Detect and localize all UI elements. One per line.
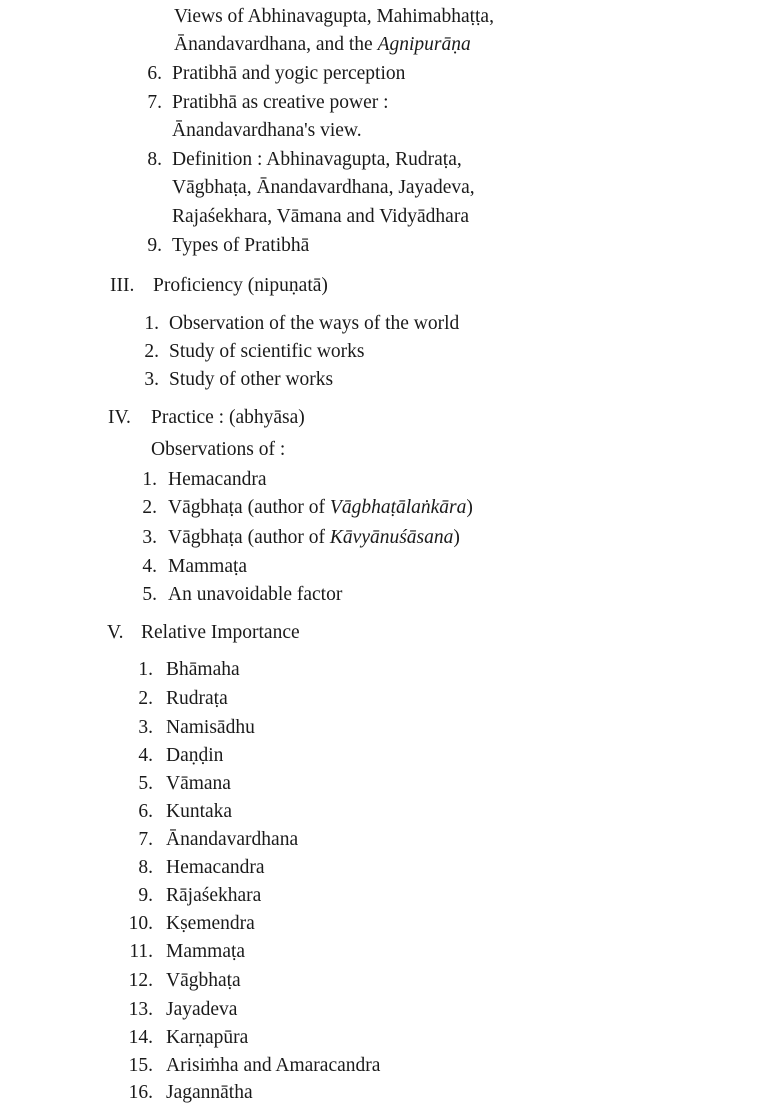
list-item-number: 11. xyxy=(129,941,153,962)
list-item-number: 16. xyxy=(128,1082,153,1103)
list-item-continuation: Vāgbhaṭa, Ānandavardhana, Jayadeva, xyxy=(172,177,475,198)
list-item xyxy=(168,498,473,518)
list-item-number: 3. xyxy=(138,717,153,738)
list-item: An unavoidable factor xyxy=(168,584,343,605)
list-item-number: 5. xyxy=(142,584,157,605)
list-item-number: 8. xyxy=(138,857,153,878)
list-item: Vāgbhaṭa xyxy=(166,970,241,991)
list-item-number: 15. xyxy=(128,1055,153,1076)
list-item: Rājaśekhara xyxy=(166,885,262,906)
list-item: Hemacandra xyxy=(168,469,267,490)
list-item: Rudraṭa xyxy=(166,688,228,709)
list-item: Types of Pratibhā xyxy=(172,235,310,256)
list-item-continuation: Rajaśekhara, Vāmana and Vidyādhara xyxy=(172,206,469,227)
section-heading: Practice : (abhyāsa) xyxy=(151,407,305,428)
list-item: Karṇapūra xyxy=(166,1027,249,1048)
list-item: Arisiṁha and Amaracandra xyxy=(166,1055,381,1076)
list-item-number: 6. xyxy=(138,801,153,822)
list-item-text: ) xyxy=(466,497,473,518)
section-number: V. xyxy=(107,622,124,643)
list-item: Hemacandra xyxy=(166,857,265,878)
list-item: Ānandavardhana xyxy=(166,829,299,850)
list-item-text: Vāgbhaṭa (author of xyxy=(168,497,330,518)
list-item: Kuntaka xyxy=(166,801,233,822)
list-item-number: 9. xyxy=(147,235,162,256)
list-item-text: ) xyxy=(453,527,460,548)
continuation-line-2-text: Ānandavardhana, and the xyxy=(174,34,378,55)
section-heading: Relative Importance xyxy=(141,622,300,643)
list-item-number: 1. xyxy=(144,313,159,334)
list-item-number: 13. xyxy=(128,999,153,1020)
list-item-number: 7. xyxy=(138,829,153,850)
list-item: Mammaṭa xyxy=(168,556,248,577)
list-item-number: 1. xyxy=(142,469,157,490)
list-item-number: 7. xyxy=(147,92,162,113)
list-item-number: 5. xyxy=(138,773,153,794)
list-item: Kṣemendra xyxy=(166,913,255,934)
list-item xyxy=(168,528,460,548)
list-item-number: 12. xyxy=(128,970,153,991)
continuation-line-2-italic: Agnipurāṇa xyxy=(377,34,471,55)
list-item: Namisādhu xyxy=(166,717,255,738)
list-item: Daṇḍin xyxy=(166,745,224,766)
list-item-italic: Kāvyānuśāsana xyxy=(329,527,454,548)
list-item: Study of scientific works xyxy=(169,341,365,362)
list-item-italic: Vāgbhaṭālaṅkāra xyxy=(329,497,467,518)
section-number: III. xyxy=(110,275,135,296)
continuation-line-1: Views of Abhinavagupta, Mahimabhaṭṭa, xyxy=(174,6,494,27)
list-item-number: 3. xyxy=(142,527,157,548)
list-item-number: 1. xyxy=(138,659,153,680)
list-item-number: 2. xyxy=(142,497,157,518)
list-item-number: 2. xyxy=(138,688,153,709)
list-item-number: 10. xyxy=(128,913,153,934)
section-number: IV. xyxy=(108,407,131,428)
list-item-number: 8. xyxy=(147,149,162,170)
section-subheading: Observations of : xyxy=(151,439,286,460)
list-item-number: 4. xyxy=(138,745,153,766)
list-item: Vāmana xyxy=(166,773,231,794)
list-item: Bhāmaha xyxy=(166,659,240,680)
list-item-number: 6. xyxy=(147,63,162,84)
list-item: Pratibhā and yogic perception xyxy=(172,63,406,84)
list-item: Definition : Abhinavagupta, Rudraṭa, xyxy=(172,149,462,170)
list-item: Study of other works xyxy=(169,369,334,390)
list-item: Jagannātha xyxy=(166,1082,253,1103)
continuation-line-2 xyxy=(174,35,471,55)
list-item: Observation of the ways of the world xyxy=(169,313,460,334)
list-item-text: Vāgbhaṭa (author of xyxy=(168,527,330,548)
list-item-number: 9. xyxy=(138,885,153,906)
list-item-number: 3. xyxy=(144,369,159,390)
list-item-number: 14. xyxy=(128,1027,153,1048)
list-item-number: 2. xyxy=(144,341,159,362)
list-item-continuation: Ānandavardhana's view. xyxy=(172,120,362,141)
list-item: Mammaṭa xyxy=(166,941,246,962)
section-heading: Proficiency (nipuṇatā) xyxy=(153,275,328,296)
list-item: Jayadeva xyxy=(166,999,238,1020)
list-item-number: 4. xyxy=(142,556,157,577)
list-item: Pratibhā as creative power : xyxy=(172,92,389,113)
